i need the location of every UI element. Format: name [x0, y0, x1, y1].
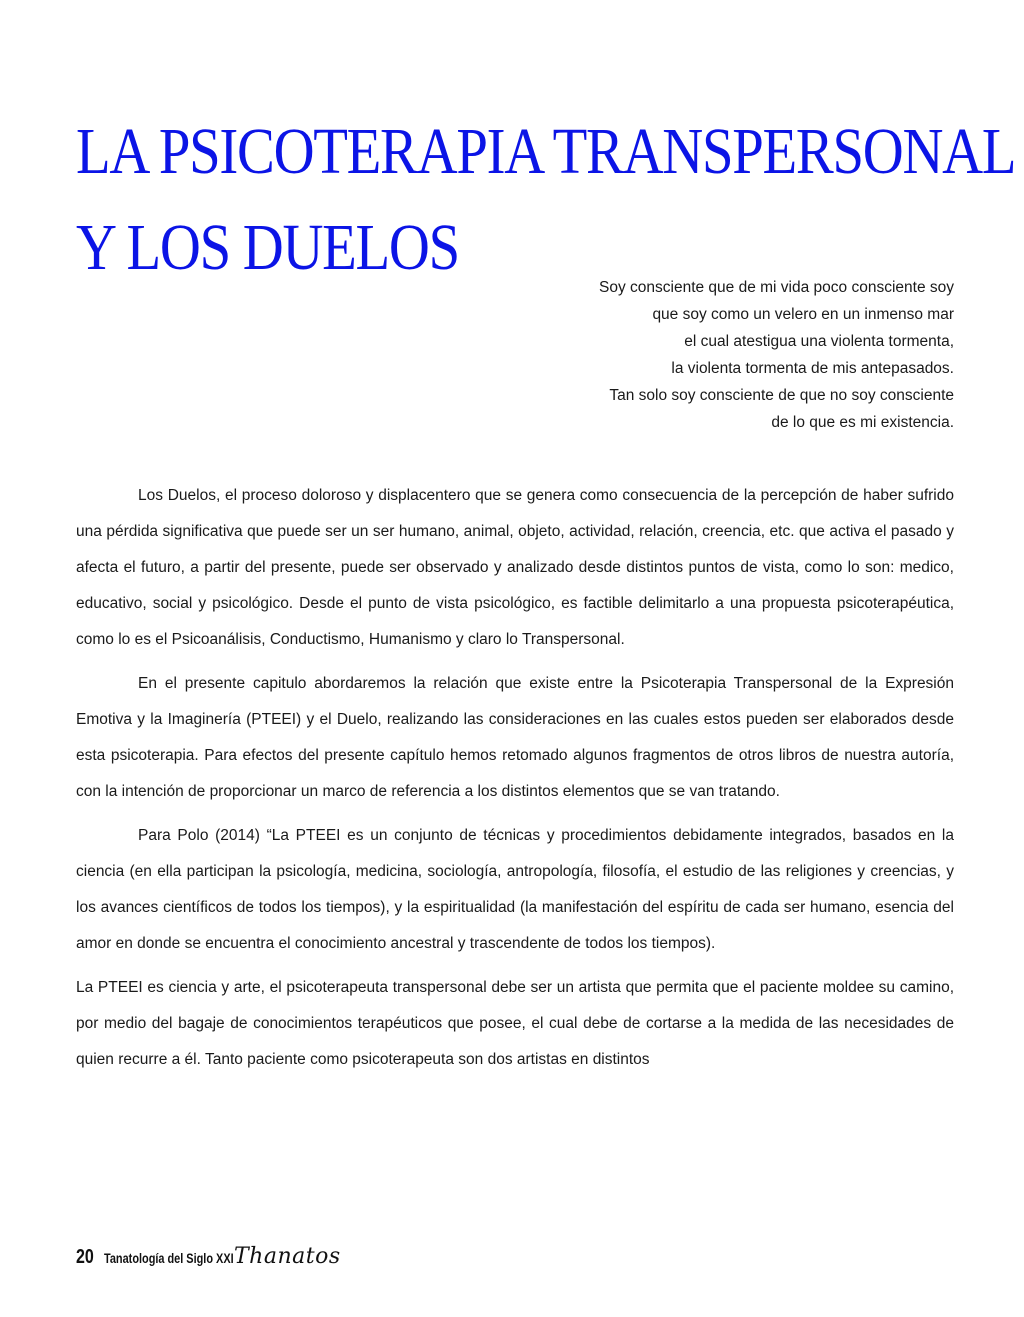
page-number: 20 [76, 1246, 94, 1268]
body-paragraph: Para Polo (2014) “La PTEEI es un conjunto de técnicas y procedimientos debidamente integrados, basados en la ciencia (en ella participan la psicología, medicina, sociología, antropología, filosofía, el estudio de las religiones y creencias, y los avances científicos de todos los tiempos), y la espiritualidad (la manifestación del espíritu de cada ser humano, esencia del amor en donde se encuentra el conocimiento ancestral y trascendente de todos los tiempos). [76, 827, 954, 952]
title-line-2: Y LOS DUELOS [76, 211, 459, 284]
body-paragraph: Los Duelos, el proceso doloroso y displacentero que se genera como consecuencia de la percepción de haber sufrido una pérdida significativa que puede ser un ser humano, animal, objeto, actividad, relación, creencia, etc. que activa el pasado y afecta el futuro, a partir del presente, puede ser observado y analizado desde distintos puntos de vista, como lo son: medico, educativo, social y psicológico. Desde el punto de vista psicológico, es factible delimitarlo a una propuesta psicoterapéutica, como lo es el Psicoanálisis, Conductismo, Humanismo y claro lo Transpersonal. [76, 487, 954, 648]
journal-name: Tanatología del Siglo XXI [104, 1250, 234, 1266]
epigraph-line: el cual atestigua una violenta tormenta, [684, 333, 954, 350]
journal-logo: Thanatos [234, 1244, 341, 1269]
epigraph-line: la violenta tormenta de mis antepasados. [671, 360, 954, 377]
epigraph-poem [514, 274, 954, 436]
page-footer [76, 1244, 341, 1276]
epigraph-line: Soy consciente que de mi vida poco consciente soy [599, 279, 954, 296]
page-title [76, 104, 1016, 296]
body-paragraph: La PTEEI es ciencia y arte, el psicoterapeuta transpersonal debe ser un artista que permita que el paciente moldee su camino, por medio del bagaje de conocimientos terapéuticos que posee, el cual debe de cortarse a la medida de las necesidades de quien recurre a él. Tanto paciente como psicoterapeuta son dos artistas en distintos [76, 979, 954, 1068]
epigraph-line: Tan solo soy consciente de que no soy consciente [609, 387, 954, 404]
body-paragraph: En el presente capitulo abordaremos la relación que existe entre la Psicoterapia Transpersonal de la Expresión Emotiva y la Imaginería (PTEEI) y el Duelo, realizando las consideraciones en las cuales estos pueden ser elaborados desde esta psicoterapia. Para efectos del presente capítulo hemos retomado algunos fragmentos de otros libros de nuestra autoría, con la intención de proporcionar un marco de referencia a los distintos elementos que se van tratando. [76, 675, 954, 800]
epigraph-line: que soy como un velero en un inmenso mar [652, 306, 954, 323]
epigraph-line: de lo que es mi existencia. [771, 414, 954, 431]
body-text [76, 478, 954, 1086]
title-line-1: LA PSICOTERAPIA TRANSPERSONAL [76, 115, 1016, 188]
